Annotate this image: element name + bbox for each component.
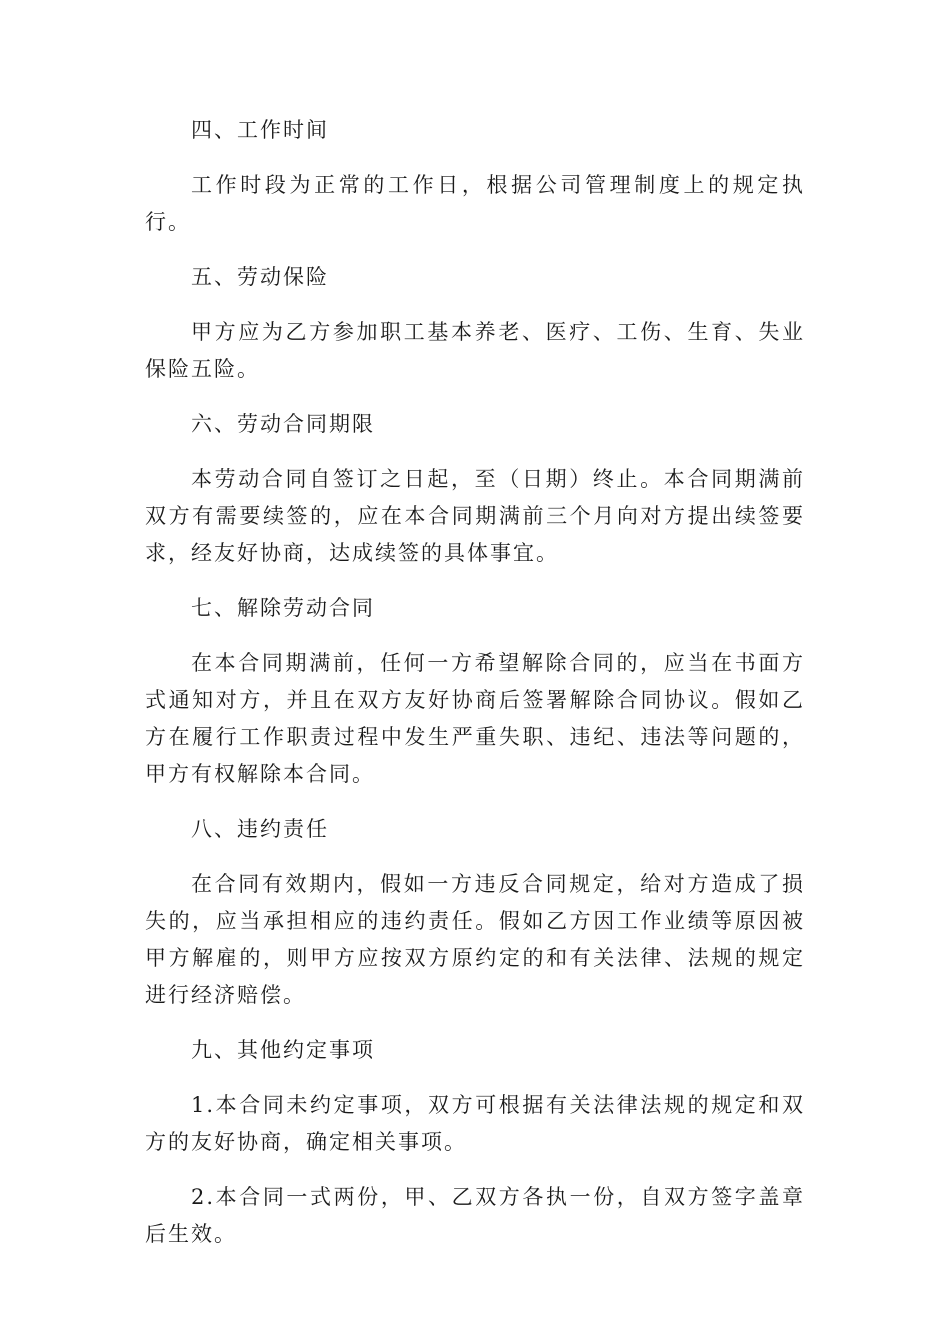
section-heading-work-hours: 四、工作时间 [191,118,329,142]
paragraph-other-matters-2: 2.本合同一式两份，甲、乙双方各执一份，自双方签字盖章后生效。 [145,1185,805,1246]
paragraph-termination: 在本合同期满前，任何一方希望解除合同的，应当在书面方式通知对方，并且在双方友好协商后签署解除合同协议。假如乙方在履行工作职责过程中发生严重失职、违纪、违法等问题的，甲方有权解除本合同。 [145,651,805,786]
section-heading-termination: 七、解除劳动合同 [191,596,375,620]
document-page [145,112,805,1271]
paragraph-work-hours: 工作时段为正常的工作日，根据公司管理制度上的规定执行。 [145,173,805,234]
section-heading-contract-term: 六、劳动合同期限 [191,412,375,436]
section-heading-other-matters: 九、其他约定事项 [191,1038,375,1062]
paragraph-breach-liability: 在合同有效期内，假如一方违反合同规定，给对方造成了损失的，应当承担相应的违约责任。假如乙方因工作业绩等原因被甲方解雇的，则甲方应按双方原约定的和有关法律、法规的规定进行经济赔偿。 [145,872,805,1007]
paragraph-contract-term: 本劳动合同自签订之日起，至（日期）终止。本合同期满前双方有需要续签的，应在本合同期满前三个月向对方提出续签要求，经友好协商，达成续签的具体事宜。 [145,467,805,565]
section-heading-breach-liability: 八、违约责任 [191,817,329,841]
paragraph-labor-insurance: 甲方应为乙方参加职工基本养老、医疗、工伤、生育、失业保险五险。 [145,320,805,381]
section-heading-labor-insurance: 五、劳动保险 [191,265,329,289]
paragraph-other-matters-1: 1.本合同未约定事项，双方可根据有关法律法规的规定和双方的友好协商，确定相关事项。 [145,1093,805,1154]
